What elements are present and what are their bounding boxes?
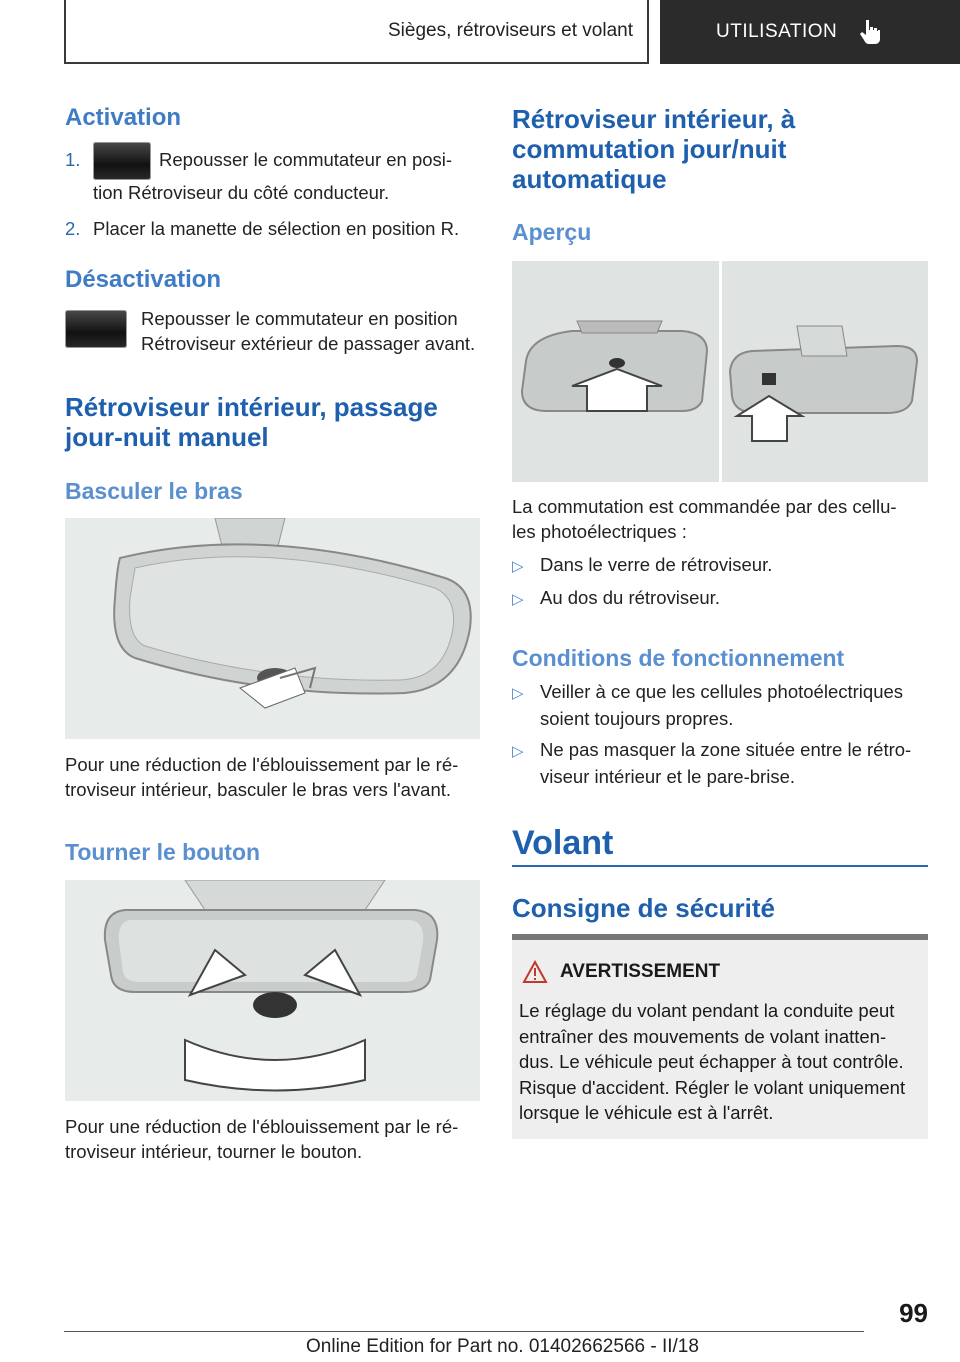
- mirror-switch-button-image: [65, 310, 127, 348]
- header-chapter-tab: [660, 0, 960, 64]
- mirror-lever-image: [65, 518, 480, 739]
- mirror-switch-button-image: [93, 142, 151, 180]
- volant-heading: Volant: [512, 824, 614, 862]
- warning-triangle-icon: [522, 960, 548, 984]
- section-rule: [512, 865, 928, 867]
- step-text: Placer la manette de sélection en position R.: [93, 218, 460, 239]
- photocell-overview-image: [512, 261, 928, 482]
- manual-dimming-heading: Rétroviseur intérieur, passage jour-nuit manuel: [65, 392, 438, 452]
- header-section-title: [64, 0, 649, 64]
- lever-description: Pour une réduction de l'éblouissement par le ré‐ troviseur intérieur, basculer le bras vers l'avant.: [65, 754, 459, 800]
- overview-description: La commutation est commandée par des cellu‐ les photoélectriques :: [512, 496, 897, 542]
- lever-heading: Basculer le bras: [65, 478, 243, 504]
- page-number: 99: [899, 1298, 928, 1328]
- knob-heading: Tourner le bouton: [65, 839, 261, 865]
- conditions-bullet-2: ▷ Ne pas masquer la zone située entre le rétro‐ viseur intérieur et le pare-brise.: [512, 739, 912, 787]
- conditions-bullet-1: ▷ Veiller à ce que les cellules photoélectriques soient toujours propres.: [512, 681, 904, 729]
- overview-bullet-1: ▷ Dans le verre de rétroviseur.: [512, 552, 928, 579]
- step-number: 2.: [65, 218, 81, 239]
- footer-rule: [64, 1331, 864, 1332]
- activation-step-2: [65, 216, 480, 241]
- activation-heading: Activation: [65, 104, 182, 131]
- deactivation-heading: Désactivation: [65, 266, 222, 293]
- chapter-title: UTILISATION: [716, 21, 838, 42]
- triangle-bullet-icon: ▷: [512, 743, 524, 760]
- warning-text: Le réglage du volant pendant la conduite peut entraîner des mouvements de volant inatten‐ dus. Le véhicule peut échapper à tout contrôle. Risque d'accident. Régler le volant uniquement lorsque le véhicule est à l'arrêt.: [519, 1000, 906, 1123]
- triangle-bullet-icon: ▷: [512, 558, 524, 575]
- warning-box: [512, 934, 928, 1139]
- step-number: 1.: [65, 148, 81, 170]
- knob-description: Pour une réduction de l'éblouissement par le ré‐ troviseur intérieur, tourner le bouton.: [65, 1116, 459, 1162]
- overview-bullet-2: ▷ Au dos du rétroviseur.: [512, 585, 928, 612]
- auto-dimming-heading: Rétroviseur intérieur, à commutation jour/nuit automatique: [512, 104, 796, 194]
- step-text-cont: tion Rétroviseur du côté conducteur.: [93, 182, 390, 203]
- warning-title: AVERTISSEMENT: [522, 960, 720, 984]
- step-text: Repousser le commutateur en posi‐: [159, 148, 453, 170]
- triangle-bullet-icon: ▷: [512, 591, 524, 608]
- conditions-heading: Conditions de fonctionnement: [512, 645, 845, 671]
- mirror-knob-image: [65, 880, 480, 1101]
- safety-heading: Consigne de sécurité: [512, 893, 775, 923]
- footer-edition: Online Edition for Part no. 01402662566 - II/18: [306, 1336, 699, 1357]
- overview-heading: Aperçu: [512, 219, 592, 245]
- pointing-hand-icon: [859, 19, 881, 45]
- activation-step-1: [65, 142, 480, 205]
- section-title: Sièges, rétroviseurs et volant: [387, 20, 633, 41]
- triangle-bullet-icon: ▷: [512, 685, 524, 702]
